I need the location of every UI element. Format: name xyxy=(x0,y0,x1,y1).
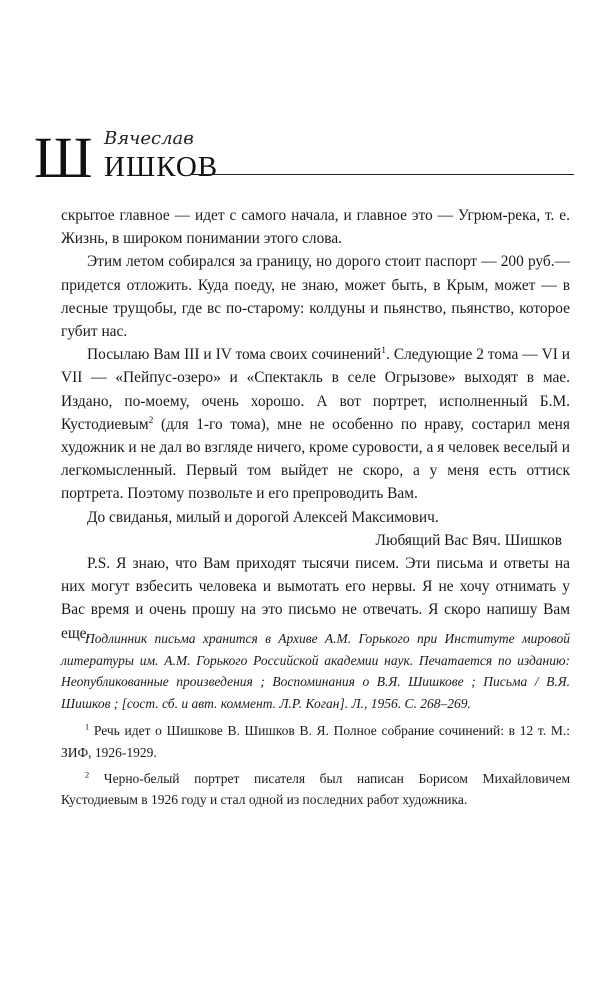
source-note: Подлинник письма хранится в Архиве А.М. Горького при Институте мировой литературы им. А.М. Горького Российской академии наук. Печатается по изданию: Неопубликованные произведения ; Воспоминания о В.Я. Шишкове ; Письма / В.Я. Шишков ; [сост. сб. и авт. коммент. Л.Р. Коган]. Л., 1956. С. 268–269. xyxy=(61,631,570,711)
footnote-2-text: Черно-белый портрет писателя был написан Борисом Михайловичем Кустодиевым в 1926 году и стал одной из последних работ художника. xyxy=(61,770,570,808)
paragraph-2: Этим летом собирался за границу, но дорого стоит паспорт — 200 руб.— придется отложить. Куда поеду, не знаю, может быть, в Крым, может — в лесные трущобы, где вс по-старому: колдуны и пьянство, пьянство, которое губит нас. xyxy=(61,253,570,341)
logo-surname: ИШКОВ xyxy=(104,151,219,183)
letter-body xyxy=(61,204,570,645)
footnote-mark-2: 2 xyxy=(148,414,154,426)
paragraph-3-middle: . Следующие 2 тома — VI и VII — «Пейпус-озеро» и «Спектакль в селе Огрызове» выходят в мае. Издано, по-моему, очень хорошо. А вот портрет, исполненный Б.М. Кустодиевым xyxy=(61,346,570,433)
postscript: P.S. Я знаю, что Вам приходят тысячи писем. Эти письма и ответы на них могут взбесить человека и вымотать его нервы. Я не хочу отнимать у Вас время и очень прошу на это письмо не отвечать. Я скоро напишу Вам еще. xyxy=(61,555,570,642)
paragraph-3 xyxy=(61,343,570,505)
logo-initial: Ш xyxy=(34,125,93,190)
paragraph-3-end: (для 1-го тома), мне не особенно по нраву, состарил меня художник и не дал во взгляде ничего, кроме суровости, а я человек веселый и легкомысленный. Первый том выйдет не скоро, а у меня есть оттиск портрета. Поэтому позвольте и его препроводить Вам. xyxy=(61,415,570,503)
page-header xyxy=(34,125,574,190)
logo-first-name: Вячеслав xyxy=(104,128,194,149)
paragraph-1: скрытое главное — идет с самого начала, и главное это — Угрюм-река, т. е. Жизнь, в широком понимании этого слова. xyxy=(61,207,570,248)
footnote-2 xyxy=(61,768,570,811)
footnote-2-mark: 2 xyxy=(85,770,90,780)
header-rule xyxy=(190,174,574,175)
signature: Любящий Вас Вяч. Шишков xyxy=(375,531,562,549)
footnote-1 xyxy=(61,720,570,763)
footnote-1-mark: 1 xyxy=(85,722,90,732)
footnote-mark-1: 1 xyxy=(381,345,387,357)
footnote-1-text: Речь идет о Шишкове В. Шишков В. Я. Полное собрание сочинений: в 12 т. М.: ЗИФ, 1926-1929. xyxy=(61,723,570,760)
paragraph-3-start: Посылаю Вам III и IV тома своих сочинений xyxy=(87,346,382,364)
notes-section xyxy=(61,628,570,815)
paragraph-4: До свиданья, милый и дорогой Алексей Максимович. xyxy=(87,508,439,526)
